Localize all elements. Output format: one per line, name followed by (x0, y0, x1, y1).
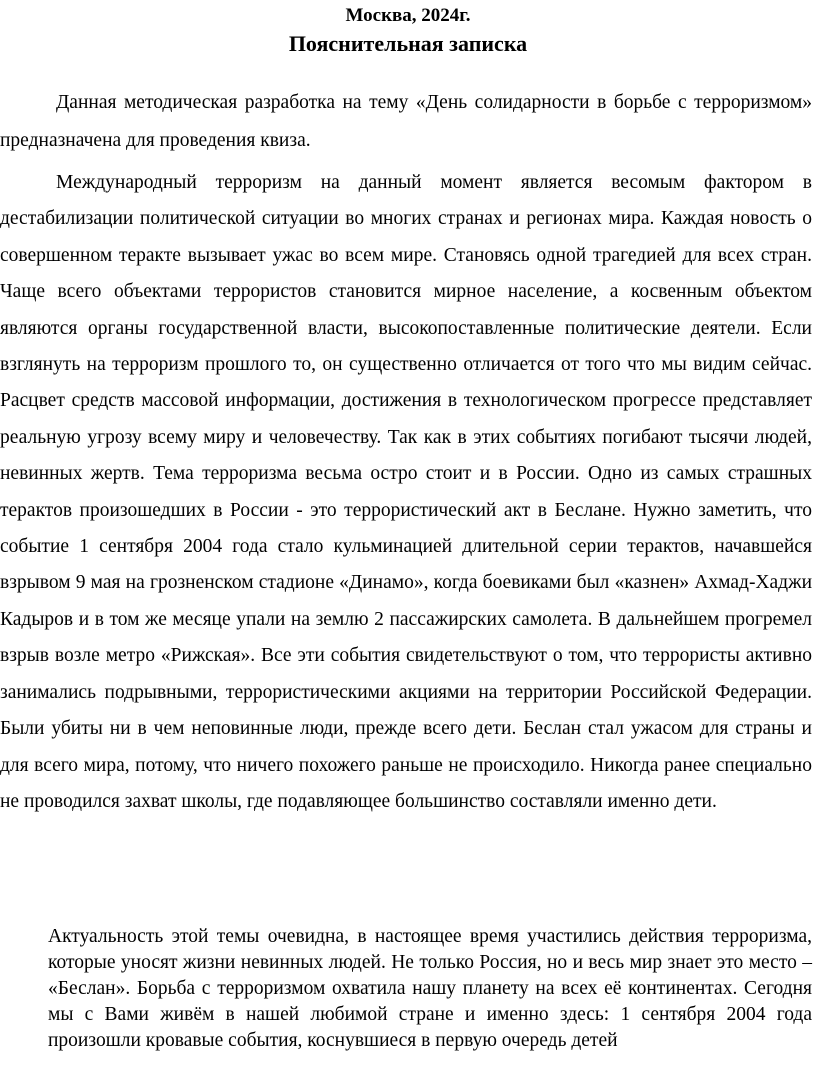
paragraph-intro: Данная методическая разработка на тему «День солидарности в борьбе с терроризмом» предназначена для проведения квиза. (0, 92, 812, 152)
city-year-line: Москва, 2024г. (345, 5, 471, 26)
paragraph-relevance: Актуальность этой темы очевидна, в настоящее время участились действия терроризма, которые уносят жизни невинных людей. Не только Россия, но и весь мир знает это место – «Беслан». Борьба с терроризмом охватила нашу планету на всех её континентах. Сегодня мы с Вами живём в нашей любимой стране и именно здесь: 1 сентября 2004 года произошли кровавые события, коснувшиеся в первую очередь детей (48, 926, 812, 1051)
page-title: Пояснительная записка (288, 31, 528, 56)
paragraph-terrorism: Международный терроризм на данный момент является весомым фактором в дестабилизации политической ситуации во многих странах и регионах мира. Каждая новость о совершенном теракте вызывает ужас во всем мире. Становясь одной трагедией для всех стран. Чаще всего объектами террористов становится мирное население, а косвенным объектом являются органы государственной власти, высокопоставленные политические деятели. Если взглянуть на терроризм прошлого то, он существенно отличается от того что мы видим сейчас. Расцвет средств массовой информации, достижения в технологическом прогрессе представляет реальную угрозу всему миру и человечеству. Так как в этих событиях погибают тысячи людей, невинных жертв. Тема терроризма весьма остро стоит и в России. Одно из самых страшных терактов произошедших в России - это террористический акт в Беслане. Нужно заметить, что событие 1 сентября 2004 года стало кульминацией длительной серии терактов, начавшейся взрывом 9 мая на грозненском стадионе «Динамо», когда боевиками был «казнен» Ахмад-Хаджи Кадыров и в том же месяце упали на землю 2 пассажирских самолета. В дальнейшем прогремел взрыв возле метро «Рижская». Все эти события свидетельствуют о том, что террористы активно занимались подрывными, террористическими акциями на территории Российской Федерации. Были убиты ни в чем неповинные люди, прежде всего дети. Беслан стал ужасом для страны и для всего мира, потому, что ничего похожего раньше не происходило. Никогда ранее специально не проводился захват школы, где подавляющее большинство составляли именно дети. (0, 172, 812, 812)
